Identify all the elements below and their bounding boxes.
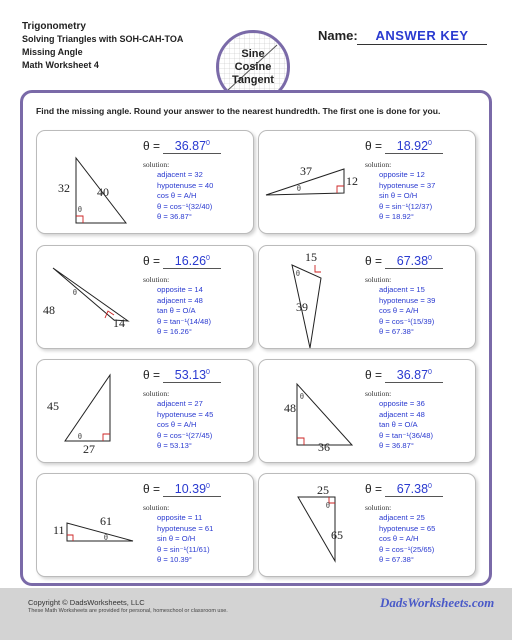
problem-card <box>36 245 254 349</box>
solution-step: opposite = 36 <box>379 399 425 408</box>
side-length-label: 32 <box>58 181 70 195</box>
theta-equals: θ = <box>143 482 164 496</box>
solution-step: cos θ = A/H <box>157 420 197 429</box>
solution-step: cos θ = A/H <box>379 534 419 543</box>
solution-step: sin θ = O/H <box>157 534 196 543</box>
problem-card <box>258 473 476 577</box>
answer-value: 16.26$^0$ <box>163 254 221 269</box>
name-field: ANSWER KEY <box>357 28 487 45</box>
solution-step: θ = tan⁻¹(36/48) <box>379 430 434 440</box>
side-length-label: 39 <box>296 300 308 314</box>
theta-equals: θ = <box>143 254 164 268</box>
solution-step: θ = 67.38° <box>379 555 414 564</box>
name-label: Name: <box>318 28 358 43</box>
solution-step: hypotenuse = 39 <box>379 295 436 305</box>
worksheet-number: Math Worksheet 4 <box>22 60 99 70</box>
right-angle-marker <box>103 434 110 441</box>
problem-card <box>36 359 254 463</box>
theta-label: θ <box>73 288 77 297</box>
solution-step: θ = cos⁻¹(32/40) <box>157 201 213 211</box>
solution-step: opposite = 12 <box>379 170 425 179</box>
solution-step: tan θ = O/A <box>379 420 418 429</box>
triangle-diagram <box>259 474 363 578</box>
answer-line <box>365 139 443 154</box>
theta-label: θ <box>326 501 330 510</box>
theta-label: θ <box>78 205 82 214</box>
theta-equals: θ = <box>365 139 386 153</box>
solution-step: adjacent = 48 <box>379 409 425 419</box>
triangle-outline <box>53 268 128 321</box>
side-length-label: 12 <box>346 174 358 188</box>
solution-step: θ = cos⁻¹(15/39) <box>379 316 435 326</box>
solution-label: solution: <box>143 275 170 284</box>
worksheet-header <box>22 20 183 72</box>
solution-step: sin θ = O/H <box>379 191 418 200</box>
solution-steps <box>379 170 435 223</box>
triangle-diagram <box>37 360 141 464</box>
problem-card <box>258 130 476 234</box>
solution-steps <box>157 285 211 338</box>
right-angle-marker <box>315 265 321 272</box>
side-length-label: 36 <box>318 440 330 454</box>
side-length-label: 25 <box>317 483 329 497</box>
solution-step: hypotenuse = 65 <box>379 523 436 533</box>
answer-value: 36.87$^0$ <box>163 139 221 154</box>
solution-step: θ = 36.87° <box>379 441 414 450</box>
solution-steps <box>379 285 435 338</box>
solution-label: solution: <box>365 275 392 284</box>
side-length-label: 14 <box>113 316 125 330</box>
usage-note: These Math Worksheets are provided for personal, homeschool or classroom use. <box>28 608 228 614</box>
solution-steps <box>157 399 213 452</box>
answer-line <box>143 482 221 497</box>
side-length-label: 45 <box>47 399 59 413</box>
topic-title: Trigonometry <box>22 21 86 32</box>
answer-line <box>143 254 221 269</box>
side-length-label: 27 <box>83 442 95 456</box>
solution-label: solution: <box>143 389 170 398</box>
theta-label: θ <box>297 184 301 193</box>
right-angle-marker <box>337 186 344 193</box>
solution-step: θ = tan⁻¹(14/48) <box>157 316 212 326</box>
brand-logo <box>380 594 494 612</box>
solution-step: adjacent = 15 <box>379 285 425 294</box>
solution-step: hypotenuse = 61 <box>157 523 214 533</box>
solution-step: hypotenuse = 45 <box>157 409 214 419</box>
solution-label: solution: <box>365 503 392 512</box>
answer-line <box>365 368 443 383</box>
solution-step: adjacent = 27 <box>157 399 203 408</box>
solution-step: tan θ = O/A <box>157 306 196 315</box>
brand-main: Dads <box>380 595 408 610</box>
solution-label: solution: <box>365 160 392 169</box>
side-length-label: 65 <box>331 528 343 542</box>
theta-equals: θ = <box>143 368 164 382</box>
problem-card <box>258 359 476 463</box>
solution-step: θ = 18.92° <box>379 212 414 221</box>
theta-label: θ <box>296 269 300 278</box>
problem-card <box>258 245 476 349</box>
solution-step: adjacent = 32 <box>157 170 203 179</box>
answer-line <box>365 482 443 497</box>
answer-line <box>143 368 221 383</box>
solution-step: θ = 67.38° <box>379 327 414 336</box>
theta-equals: θ = <box>365 254 386 268</box>
triangle-diagram <box>37 474 141 578</box>
solution-steps <box>379 399 433 452</box>
answer-value: 10.39$^0$ <box>163 482 221 497</box>
answer-value: 67.38$^0$ <box>385 254 443 269</box>
solution-steps <box>157 513 213 566</box>
side-length-label: 37 <box>300 164 312 178</box>
brand-sub: Worksheets.com <box>407 595 495 610</box>
solution-step: adjacent = 25 <box>379 513 425 522</box>
theta-equals: θ = <box>365 368 386 382</box>
side-length-label: 48 <box>43 303 55 317</box>
answer-line <box>365 254 443 269</box>
right-angle-marker <box>297 438 304 445</box>
solution-step: opposite = 14 <box>157 285 203 294</box>
solution-step: cos θ = A/H <box>379 306 419 315</box>
answer-value: 18.92$^0$ <box>385 139 443 154</box>
solution-step: cos θ = A/H <box>157 191 197 200</box>
theta-label: θ <box>104 533 108 542</box>
solution-step: θ = cos⁻¹(27/45) <box>157 430 213 440</box>
solution-step: θ = 36.87° <box>157 212 192 221</box>
solution-step: adjacent = 48 <box>157 295 203 305</box>
answer-value: 53.13$^0$ <box>163 368 221 383</box>
solution-label: solution: <box>143 160 170 169</box>
solution-step: θ = 10.39° <box>157 555 192 564</box>
triangle-diagram <box>37 246 141 350</box>
solution-step: θ = sin⁻¹(12/37) <box>379 201 433 211</box>
side-length-label: 11 <box>53 523 65 537</box>
solution-step: θ = cos⁻¹(25/65) <box>379 544 435 554</box>
right-angle-marker <box>67 535 73 541</box>
problem-card <box>36 473 254 577</box>
right-angle-marker <box>329 497 335 503</box>
solution-step: θ = sin⁻¹(11/61) <box>157 544 210 554</box>
copyright-text: Copyright © DadsWorksheets, LLC <box>28 598 145 607</box>
solution-label: solution: <box>365 389 392 398</box>
theta-equals: θ = <box>143 139 164 153</box>
triangle-diagram <box>37 131 141 235</box>
answer-value: 36.87$^0$ <box>385 368 443 383</box>
logo-word-tangent: Tangent <box>232 74 274 86</box>
worksheet-topic: Missing Angle <box>22 47 83 57</box>
solution-step: opposite = 11 <box>157 513 203 522</box>
answer-value: 67.38$^0$ <box>385 482 443 497</box>
side-length-label: 40 <box>97 185 109 199</box>
right-angle-marker <box>76 216 83 223</box>
solution-step: θ = 16.26° <box>157 327 192 336</box>
triangle-diagram <box>259 131 363 235</box>
triangle-outline <box>65 375 110 441</box>
problem-card <box>36 130 254 234</box>
theta-label: θ <box>300 392 304 401</box>
solution-steps <box>379 513 435 566</box>
triangle-diagram <box>259 246 363 350</box>
side-length-label: 15 <box>305 250 317 264</box>
solution-label: solution: <box>143 503 170 512</box>
logo-word-cosine: Cosine <box>234 61 272 73</box>
logo-word-sine: Sine <box>241 48 265 60</box>
side-length-label: 48 <box>284 401 296 415</box>
theta-label: θ <box>78 432 82 441</box>
solution-step: hypotenuse = 37 <box>379 180 436 190</box>
worksheet-subtitle: Solving Triangles with SOH-CAH-TOA <box>22 34 184 44</box>
solution-step: θ = 53.13° <box>157 441 192 450</box>
side-length-label: 61 <box>100 514 112 528</box>
triangle-diagram <box>259 360 363 464</box>
triangle-outline <box>297 384 352 445</box>
answer-line <box>143 139 221 154</box>
solution-step: hypotenuse = 40 <box>157 180 214 190</box>
theta-equals: θ = <box>365 482 386 496</box>
instructions: Find the missing angle. Round your answer to the nearest hundredth. The first one is done for you. <box>36 106 441 116</box>
solution-steps <box>157 170 213 223</box>
